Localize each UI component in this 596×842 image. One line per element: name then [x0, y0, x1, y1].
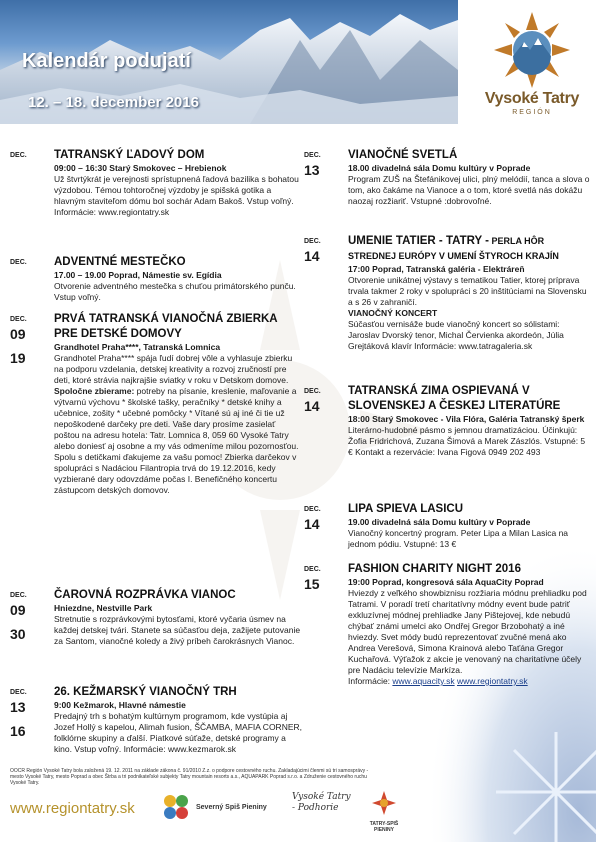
event-title: ČAROVNÁ ROZPRÁVKA VIANOC [54, 589, 236, 601]
event-vianocna-zbierka [10, 312, 302, 588]
day-end: 19 [10, 350, 26, 366]
day-start: 09 [10, 602, 26, 618]
event-time-place: 9:00 Kežmarok, Hlavné námestie [54, 700, 186, 710]
event-time-place: 19.00 divadelná sála Domu kultúry v Poprade [348, 517, 531, 527]
day-number: 13 [304, 162, 320, 178]
event-description: Otvorenie adventného mestečka s chuťou primátorského punču. Vstup voľný. [54, 281, 296, 302]
event-description: Literárno-hudobné pásmo s jemnou dramatizáciou. Účinkujú: Žofia Fridrichová, Zuzana Šimová a Marek Zászlós. Vstupné: 5 € Kontakt a rezervácie: Ivana Figová 0949 202 493 [348, 425, 586, 457]
event-time-place: 18.00 divadelná sála Domu kultúry v Poprade [348, 163, 531, 173]
event-description: Vianočný koncertný program. Peter Lipa a Milan Lasica na jednom pódiu. Vstupné: 13 € [348, 528, 569, 549]
event-description: Predajný trh s bohatým kultúrnym programom, kde vystúpia aj Jozef Hollý s kapelou, Alimah fusion, ŠČAMBA, MAFIA CORNER, folklórne skupiny a ďalší. Piatkové súťaže, detské programy a kino. Vstup voľný. Informácie: www.kezmarok.sk [54, 711, 303, 754]
event-info-links [348, 676, 590, 687]
event-adventne-mestecko [10, 255, 302, 312]
event-title: 26. KEŽMARSKÝ VIANOČNÝ TRH [54, 686, 237, 698]
day-end: 30 [10, 626, 26, 642]
footer-website-link[interactable]: www.regiontatry.sk [10, 800, 135, 817]
event-description: Hviezdy z veľkého showbiznisu rozžiaria módnu prehliadku pod Tatrami. V poradí tretí charitatívny módny event bude patriť exkluzívnej módnej prehliadke Jany Pištejovej, kde nebudú chýbať známi umelci ako Ondřej Gregor Brzobohatý a iné hviezdy. Svet módy budú reprezentovať zvučné mená ako Andrea Verešová, Simona Krainová alebo Taťána Gregor Kuchařová. Výťažok z akcie je venovaný na charitatívne účely pre Nadáciu televízie Markíza. [348, 588, 587, 675]
vysoke-tatry-logo [472, 8, 592, 124]
event-title: VIANOČNÉ SVETLÁ [348, 149, 458, 161]
day-start: 13 [10, 699, 26, 715]
regiontatry-link[interactable]: www.regiontatry.sk [456, 676, 528, 686]
event-umenie-tatier [304, 234, 590, 384]
event-time-place: 17.00 – 19.00 Poprad, Námestie sv. Egídia [54, 270, 222, 280]
month-label: DEC. [304, 566, 321, 573]
date-label [10, 152, 46, 161]
event-title: PRVÁ TATRANSKÁ VIANOČNÁ ZBIERKA PRE DETSKÉ DOMOVY [54, 313, 278, 340]
event-title: ADVENTNÉ MESTEČKO [54, 256, 186, 268]
event-description: Otvorenie unikátnej výstavy s tematikou Tatier, ktorej príprava trvala takmer 2 roky v spolupráci s 20 inštitúciami na Slovensku a s 26 v zahraničí. [348, 275, 587, 307]
month-label: DEC. [10, 316, 27, 323]
date-label [10, 689, 46, 740]
day-number: 15 [304, 576, 320, 592]
logo-subtitle: REGIÓN [512, 109, 552, 116]
event-title: FASHION CHARITY NIGHT 2016 [348, 563, 521, 575]
event-fashion-charity-night [304, 562, 590, 742]
event-time-place: Hniezdne, Nestville Park [54, 603, 153, 613]
event-time-place: 18:00 Starý Smokovec - Vila Flóra, Galéria Tatranský šperk [348, 414, 585, 424]
event-title [348, 234, 590, 264]
date-label [304, 388, 340, 415]
event-title: TATRANSKÁ ZIMA OSPIEVANÁ V SLOVENSKEJ A ČESKEJ LITERATÚRE [348, 385, 561, 412]
date-label [304, 566, 340, 593]
day-start: 09 [10, 326, 26, 342]
event-subheading: VIANOČNÝ KONCERT [348, 308, 438, 318]
event-time-place: 19:00 Poprad, kongresová sála AquaCity Poprad [348, 577, 544, 587]
partner-tatry-spis-pieniny [362, 790, 406, 833]
event-time-place: Grandhotel Praha****, Tatranská Lomnica [54, 342, 221, 352]
event-description-more [54, 386, 302, 496]
tatry-spis-pieniny-logo-icon [369, 790, 399, 816]
event-carovna-rozpravka [10, 588, 302, 685]
day-number: 14 [304, 516, 320, 532]
page-title: Kalendár podujatí [22, 50, 191, 72]
date-label [304, 238, 340, 265]
collect-text: potreby na písanie, kreslenie, maľovanie a výtvarnú výchovu * školské tašky, peračníky * detské knihy a učebnice, zošity * učebné pomôcky * Vítané sú aj iné či tie už nepoškodené darčeky pre deti. Vaše dary prosíme zasielať poštou na adresu hotela: Tatr. Lomnica 8, 059 60 Vysoké Tatry alebo doniesť aj osobne a my vás odmeníme milou pozornosťou. Spolu s detičkami ďakujeme za vašu pomoc! Zbierka darčekov v spolupráci s Nadáciou Filantropia trvá do 19.12.2016, kedy vyzbierané dary odovzdáme počas I. Benefičného koncertu zástupcom detských domovov. [54, 386, 299, 495]
day-number: 14 [304, 398, 320, 414]
info-label: Informácie: [348, 676, 393, 686]
severny-spis-logo-icon [160, 792, 192, 822]
aquacity-link[interactable]: www.aquacity.sk [392, 676, 455, 686]
event-time-place: 17:00 Poprad, Tatranská galéria - Elektráreň [348, 264, 525, 274]
date-label [304, 152, 340, 179]
event-kezmarsky-trh [10, 685, 302, 775]
date-label [10, 316, 46, 367]
event-description-more: Súčasťou vernisáže bude vianočný koncert so sólistami: Jaroslav Dvorský tenor, Michal Červienka akordeón, Júlia Grejtáková klavír Informácie: www.tatragaleria.sk [348, 319, 564, 351]
event-title: LIPA SPIEVA LASICU [348, 503, 464, 515]
month-label: DEC. [10, 592, 27, 599]
event-description: Už štvrtýkrát je verejnosti sprístupnená ľadová bazilika s bohatou výzdobou. Témou tohtoročnej výzdoby je spišská gotika a hlavným staviteľom dómu bol sochár Adam Bakoš. Vstup voľný. Informácie: www.regiontatry.sk [54, 174, 299, 217]
partner-label: Vysoké Tatry - Podhorie [292, 792, 351, 813]
event-vianocne-svetla [304, 148, 590, 234]
date-label [10, 592, 46, 643]
date-range: 12. – 18. december 2016 [28, 94, 199, 111]
logo-name: Vysoké Tatry [484, 90, 580, 107]
event-time-place: 09:00 – 16:30 Starý Smokovec – Hrebienok [54, 163, 227, 173]
event-description: Grandhotel Praha**** spája ľudí dobrej vôle a vyhlasuje zbierku na podporu vzdelania, detskej kreativity a rozvoj zručností pre deti, ktoré strávia najkrajšie sviatky v roku v Detskom domove. [54, 353, 293, 385]
event-title-small: PERLA HÔR STREDNEJ EURÓPY V UMENÍ ŠTYROCH KRAJÍN [348, 236, 559, 261]
event-description: Program ZUŠ na Štefánikovej ulici, plný melódií, tanca a slova o tom, ako čakáme na Vianoce a o tom, ktoré svetlá nás dokážu naozaj rozžiariť. Vstupné :dobrovoľné. [348, 174, 590, 206]
event-ladovy-dom [10, 148, 302, 255]
date-label [304, 506, 340, 533]
month-label: DEC. [10, 259, 27, 266]
day-end: 16 [10, 723, 26, 739]
partner-podhorie [292, 792, 352, 814]
event-tatranska-zima [304, 384, 590, 502]
event-lipa-spieva-lasicu [304, 502, 590, 562]
partner-severny-spis [160, 792, 267, 827]
event-description: Stretnutie s rozprávkovými bytosťami, ktoré vyčaria úsmev na každej detskej tvári. Stanete sa súčasťou deja, zažijete putovanie za Santom, vianočné koledy a živý príbeh čarokrásnych Vianoc. [54, 614, 301, 646]
month-label: DEC. [10, 689, 27, 696]
event-title-main: UMENIE TATIER - TATRY - [348, 235, 489, 247]
header-banner [0, 0, 458, 124]
partner-label: Severný Spiš Pieniny [196, 804, 267, 811]
left-column [10, 148, 302, 775]
month-label: DEC. [304, 388, 321, 395]
collect-label: Spoločne zbierame: [54, 386, 135, 396]
legal-footnote: OOCR Región Vysoké Tatry bola založená 19. 12. 2011 na základe zákona č. 91/2010 Z.z. o podpore cestovného ruchu. Zakladajúcimi členmi sú tri samosprávy - mesto Vysoké Tatry, mesto Poprad a obec Štrba a tri podnikateľské subjekty Tatry mountain resorts a.s., AQUAPARK Poprad s.r.o. a Združenie cestovného ruchu Vysoké Tatry. [10, 768, 369, 786]
month-label: DEC. [304, 238, 321, 245]
day-number: 14 [304, 248, 320, 264]
month-label: DEC. [10, 152, 27, 159]
month-label: DEC. [304, 152, 321, 159]
partner-label: TATRY-SPIŠ PIENINY [369, 821, 399, 833]
month-label: DEC. [304, 506, 321, 513]
right-column [304, 148, 590, 742]
sun-emblem-icon [472, 8, 592, 90]
date-label [10, 259, 46, 268]
event-title: TATRANSKÝ ĽADOVÝ DOM [54, 149, 205, 161]
